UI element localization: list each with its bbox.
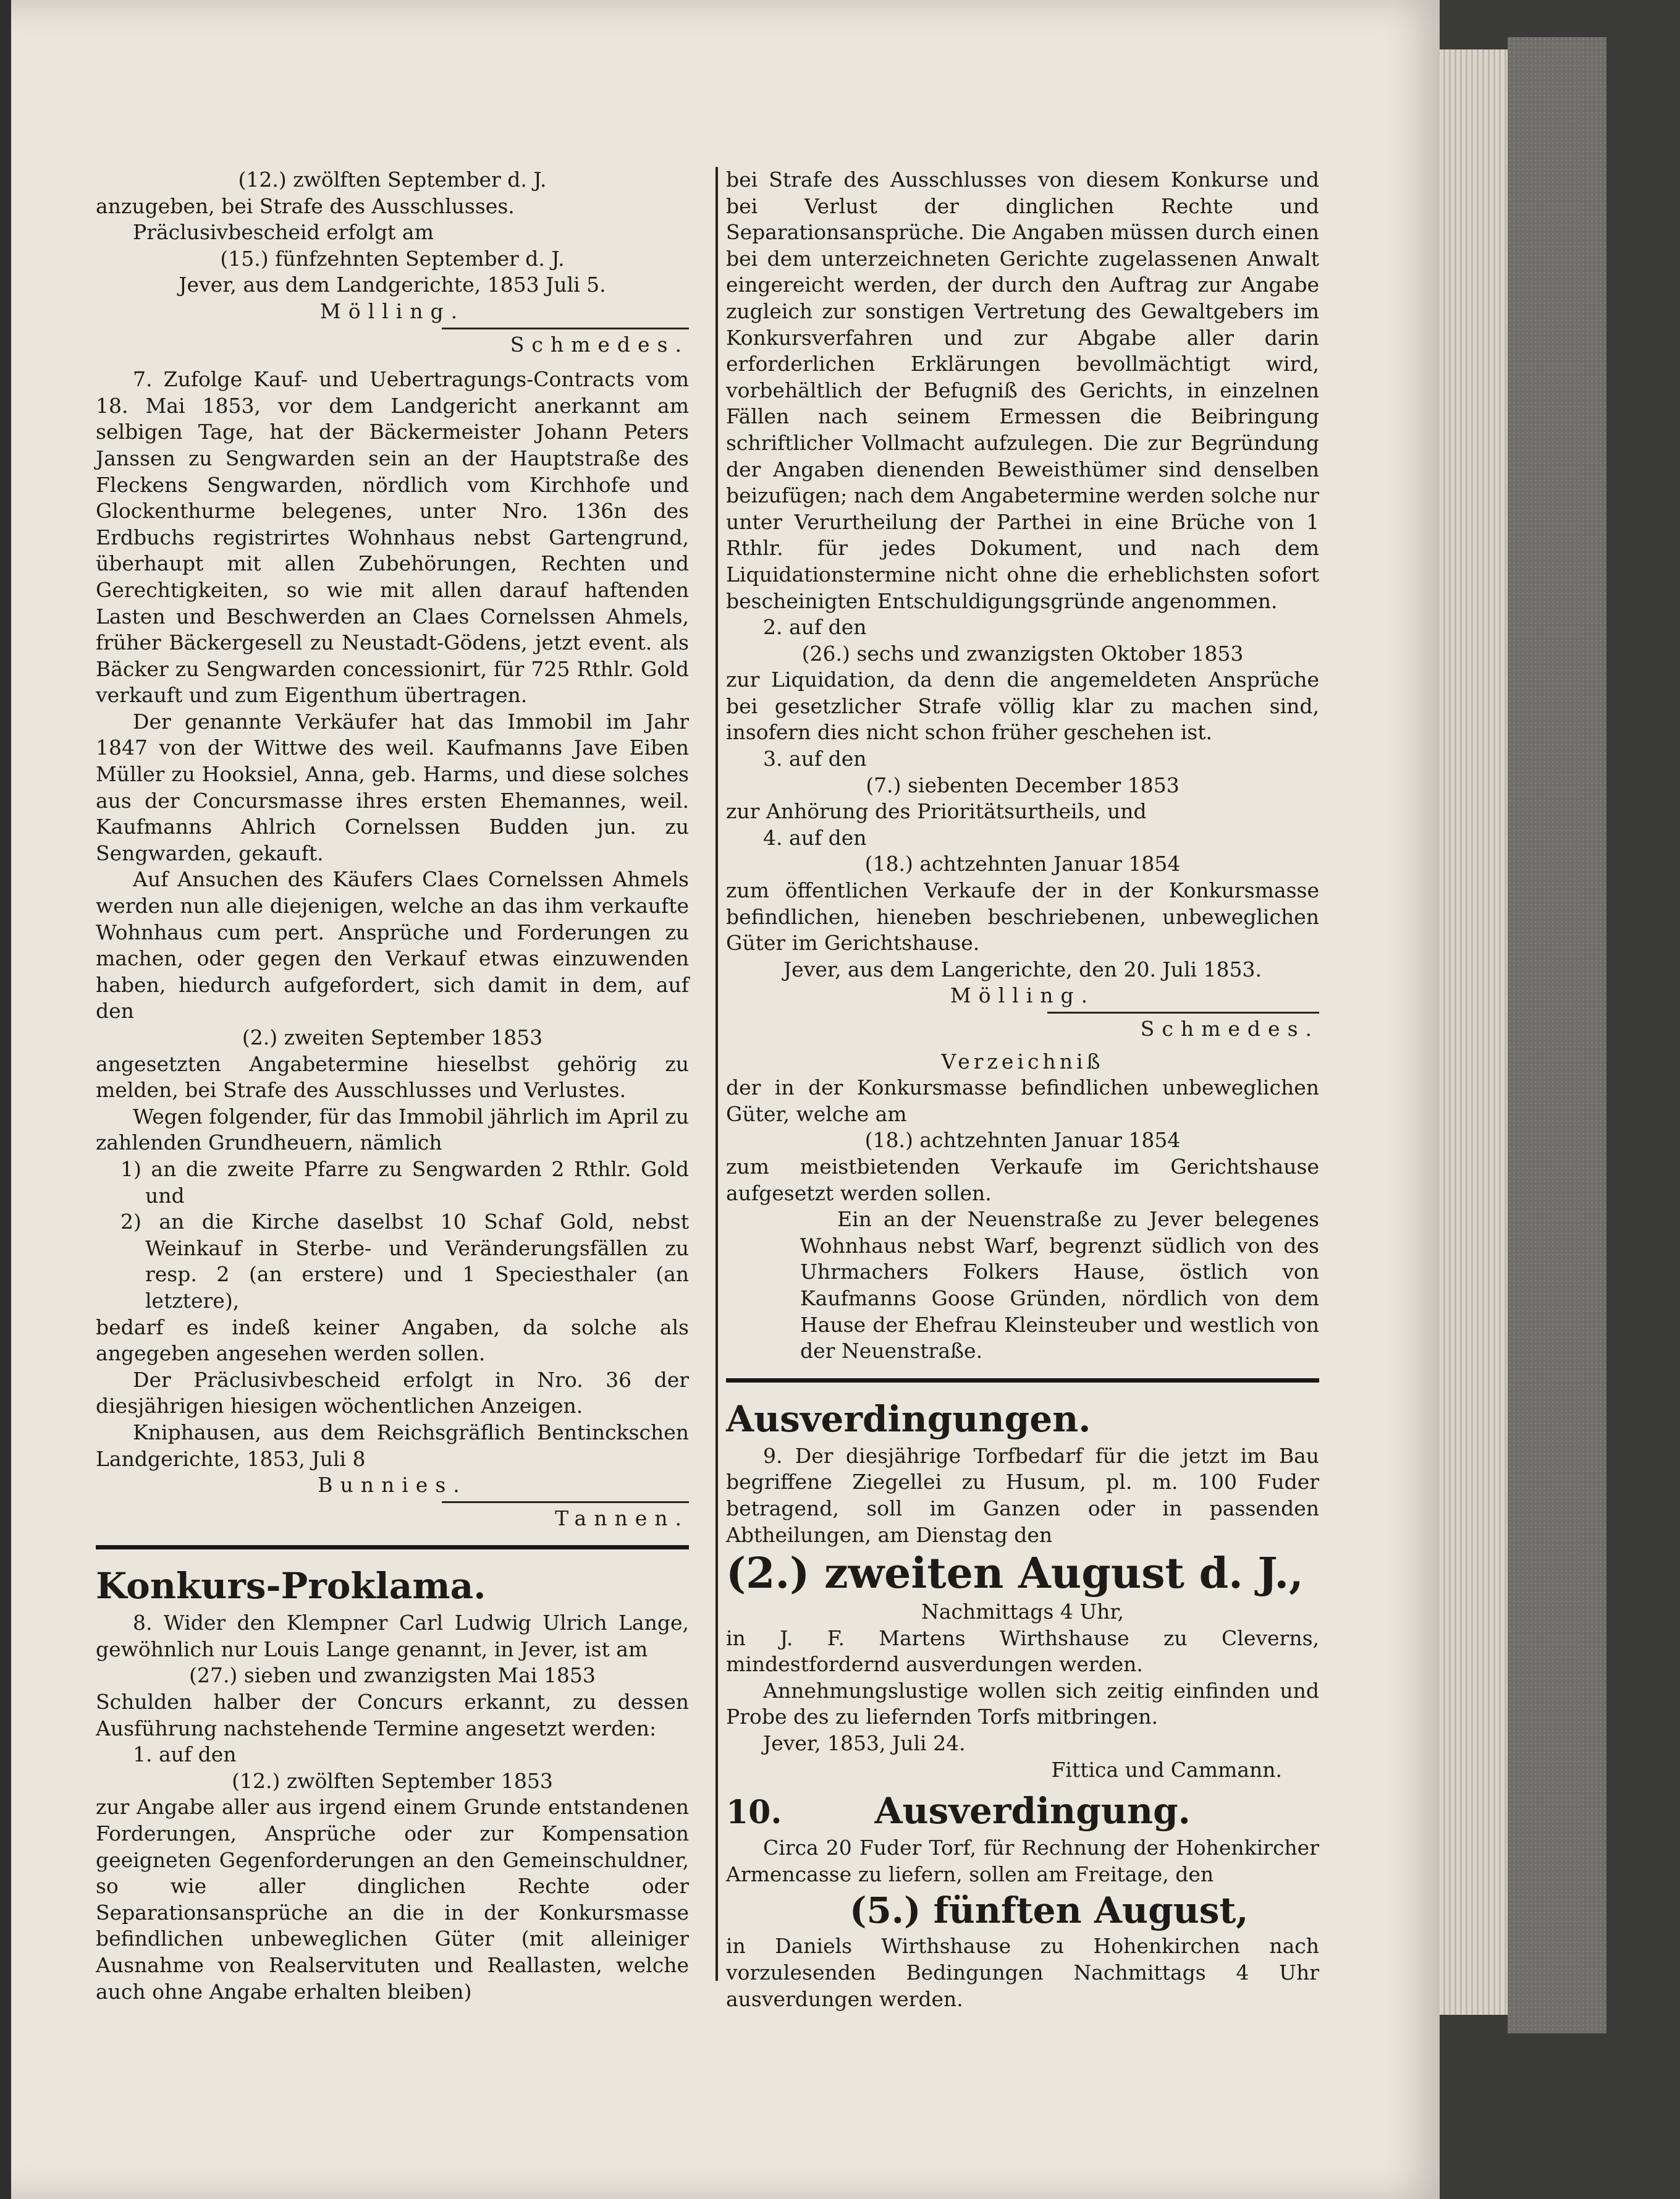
signature-rule — [1047, 1012, 1319, 1014]
place-date-line: Jever, aus dem Landgerichte, 1853 Juli 5. — [179, 273, 606, 297]
notice-7-paragraph: angesetzten Angabetermine hieselbst gehörig zu melden, bei Strafe des Ausschlusses und Verlustes. — [96, 1051, 689, 1103]
notice-number: 10. — [726, 1794, 782, 1832]
left-column — [96, 167, 689, 2005]
text-paragraph: Annehmungslustige wollen sich zeitig einfinden und Probe des zu liefernden Torfs mitbringen. — [726, 1678, 1319, 1729]
notice-title: Ausverdingung. — [874, 1790, 1191, 1833]
date-line: (12.) zwölften September d. J. — [238, 167, 547, 192]
notice-7-paragraph: Wegen folgender, für das Immobil jährlich im April zu zahlenden Grundheuern, nämlich — [96, 1104, 689, 1155]
place-date-line: Jever, 1853, Juli 24. — [763, 1731, 966, 1756]
notice-8-paragraph: zur Angabe aller aus irgend einem Grunde entstandenen Forderungen, Ansprüche oder zur Kompensation geeigneten Gegenforderungen an den Gemeinschuldner, so wie aller dinglichen Rechte oder Separationsansprüche an die in der Konkursmasse befindlichen unbeweglichen Güter (mit alleiniger Ausnahme von Realservituten und Reallasten, welche auch ohne Angabe erhalten bleiben) — [96, 1795, 689, 2004]
emphasized-date: (2.) zweiten August d. J., — [726, 1549, 1304, 1599]
time-line: Nachmittags 4 Uhr, — [921, 1599, 1125, 1624]
notice-7-paragraph: Der genannte Verkäufer hat das Immobil im Jahr 1847 von der Wittwe des weil. Kaufmanns Jave Eiben Müller zu Hooksiel, Anna, geb. Harms, und diese solches aus der Concursmasse ihres ersten Ehemannes, weil. Kaufmanns Ahlrich Cornelssen Budden jun. zu Sengwarden, gekauft. — [96, 709, 689, 865]
list-item: 3. auf den — [763, 747, 867, 771]
date-line: (18.) achtzehnten Januar 1854 — [864, 1128, 1181, 1153]
property-description: Ein an der Neuenstraße zu Jever belegenes Wohnhaus nebst Warf, begrenzt südlich von des Uhrmachers Folkers Hause, östlich von Kaufmanns Goose Gründen, nördlich von dem Hause der Ehefrau Kleinsteuber und westlich von der Neuenstraße. — [800, 1207, 1319, 1363]
place-date-line: Jever, aus dem Langerichte, den 20. Juli 1853. — [783, 957, 1262, 981]
signature: Schmedes. — [510, 332, 689, 357]
signature: Fittica und Cammann. — [1051, 1757, 1282, 1782]
date-line: (27.) sieben und zwanzigsten Mai 1853 — [189, 1663, 596, 1688]
notice-8: 8. Wider den Klempner Carl Ludwig Ulrich Lange, gewöhnlich nur Louis Lange genannt, in Jever, ist am — [96, 1611, 689, 1661]
text-paragraph: zum meistbietenden Verkaufe im Gerichtshause aufgesetzt werden sollen. — [726, 1154, 1319, 1205]
date-line: (7.) siebenten December 1853 — [866, 773, 1180, 797]
notice-8-continued: bei Strafe des Ausschlusses von diesem Konkurse und bei Verlust der dinglichen Rechte und Separationsansprüche. Die Angaben müssen durch einen bei dem unterzeichneten Gerichte zugelassenen Anwalt eingereicht werden, der durch den Auftrag zur Angabe zugleich zur sonstigen Vertretung des Gewaltgebers im Konkursverfahren und zur Abgabe aller darin erforderlichen Erklärungen bevollmächtigt wird, vorbehältlich der Befugniß des Gerichts, in einzelnen Fällen nach seinem Ermessen die Beibringung schriftlicher Vollmacht aufzulegen. Die zur Begründung der Angaben dienenden Beweisthümer sind denselben beizufügen; nach dem Angabetermine werden solche nur unter Verurtheilung der Parthei in eine Brüche von 1 Rthlr. für jedes Dokument, und nach dem Liquidationstermine nicht ohne die erheblichsten sofort bescheinigten Entschuldigungsgründe angenommen. — [726, 167, 1320, 613]
list-title: Verzeichniß — [941, 1049, 1104, 1074]
signature: Schmedes. — [1140, 1017, 1319, 1041]
notice-7-paragraph: bedarf es indeß keiner Angaben, da solche als angegeben angesehen werden sollen. — [96, 1315, 689, 1366]
notice-7-paragraph: Auf Ansuchen des Käufers Claes Cornelssen Ahmels werden nun alle diejenigen, welche an das ihm verkaufte Wohnhaus cum pert. Ansprüche und Forderungen zu machen, oder gegen den Verkauf etwas einzuwenden haben, hiedurch aufgefordert, sich damit in dem, auf den — [96, 867, 689, 1023]
column-divider — [715, 167, 718, 1981]
signature: Mölling. — [319, 299, 465, 323]
text-paragraph: der in der Konkursmasse befindlichen unbeweglichen Güter, welche am — [726, 1075, 1319, 1126]
emphasized-date: (5.) fünften August, — [850, 1889, 1249, 1932]
text-paragraph: zur Liquidation, da denn die angemeldeten Ansprüche bei gesetzlicher Strafe völlig klar zu machen sind, insofern dies nicht schon früher geschehen ist. — [726, 667, 1319, 745]
section-heading: Konkurs-Proklama. — [96, 1565, 486, 1608]
section-heading — [726, 1787, 1319, 1835]
list-item: 4. auf den — [763, 825, 867, 850]
book-cover — [1508, 37, 1606, 2033]
text-paragraph: in Daniels Wirthshause zu Hohenkirchen nach vorzulesenden Bedingungen Nachmittags 4 Uhr ausverdungen werden. — [726, 1934, 1319, 2011]
date-line: (2.) zweiten September 1853 — [242, 1025, 543, 1049]
list-item: 2. auf den — [763, 615, 867, 640]
signature: Bunnies. — [318, 1473, 467, 1498]
text-line: Präclusivbescheid erfolgt am — [133, 220, 434, 245]
date-line: (12.) zwölften September 1853 — [232, 1768, 553, 1793]
date-line: (15.) fünfzehnten September d. J. — [220, 246, 565, 271]
section-heading: Ausverdingungen. — [726, 1397, 1091, 1440]
notice-7-paragraph: Der Präclusivbescheid erfolgt in Nro. 36 der diesjährigen hiesigen wöchentlichen Anzeigen. — [96, 1367, 689, 1418]
date-line: (18.) achtzehnten Januar 1854 — [864, 852, 1181, 876]
text-paragraph: zur Anhörung des Prioritätsurtheils, und — [726, 799, 1147, 824]
list-item: 1) an die zweite Pfarre zu Sengwarden 2 Rthlr. Gold und — [120, 1156, 689, 1208]
text-line: anzugeben, bei Strafe des Ausschlusses. — [96, 193, 515, 218]
signature: Mölling. — [950, 983, 1095, 1008]
date-line: (26.) sechs und zwanzigsten Oktober 1853 — [801, 641, 1244, 666]
page-gutter — [0, 0, 11, 2199]
signature: Tannen. — [555, 1506, 689, 1530]
text-paragraph: zum öffentlichen Verkaufe der in der Konkursmasse befindlichen, hieneben beschriebenen, unbeweglichen Güter im Gerichtshause. — [726, 878, 1319, 955]
list-item: 1. auf den — [133, 1742, 237, 1767]
section-rule — [96, 1545, 689, 1549]
right-column — [726, 167, 1319, 2012]
notice-10: Circa 20 Fuder Torf, für Rechnung der Hohenkircher Armencasse zu liefern, sollen am Freitage, den — [726, 1836, 1319, 1886]
text-paragraph: in J. F. Martens Wirthshause zu Cleverns, mindestfordernd ausverdungen werden. — [726, 1625, 1319, 1677]
notice-9: 9. Der diesjährige Torfbedarf für die jetzt im Bau begriffene Ziegellei zu Husum, pl. m. 100 Fuder betragend, soll im Ganzen oder in passenden Abtheilungen, am Dienstag den — [726, 1443, 1319, 1547]
notice-8-paragraph: Schulden halber der Concurs erkannt, zu dessen Ausführung nachstehende Termine angesetzt werden: — [96, 1690, 689, 1740]
list-item: 2) an die Kirche daselbst 10 Schaf Gold, nebst Weinkauf in Sterbe- und Veränderungsfällen zu resp. 2 (an erstere) und 1 Speciesthaler (an letztere), — [120, 1210, 689, 1313]
signature-rule — [442, 1501, 689, 1503]
section-rule — [726, 1378, 1319, 1383]
notice-7: 7. Zufolge Kauf- und Uebertragungs-Contracts vom 18. Mai 1853, vor dem Landgericht anerkannt am selbigen Tage, hat der Bäckermeister Johann Peters Janssen zu Sengwarden sein an der Hauptstraße des Fleckens Sengwarden, nördlich vom Kirchhofe und Glockenthurme belegenes, unter Nro. 136n des Erdbuchs registrirtes Wohnhaus nebst Gartengrund, überhaupt mit allen Zubehörungen, Rechten und Gerechtigkeiten, so wie mit allen darauf haftenden Lasten und Beschwerden an Claes Cornelssen Ahmels, früher Bäckergesell zu Neustadt-Gödens, jetzt event. als Bäcker zu Sengwarden concessionirt, für 725 Rthlr. Gold verkauft und zum Eigenthum übertragen. — [96, 367, 689, 708]
place-date-line: Kniphausen, aus dem Reichsgräflich Bentinckschen Landgerichte, 1853, Juli 8 — [96, 1420, 689, 1471]
signature-rule — [442, 328, 689, 329]
